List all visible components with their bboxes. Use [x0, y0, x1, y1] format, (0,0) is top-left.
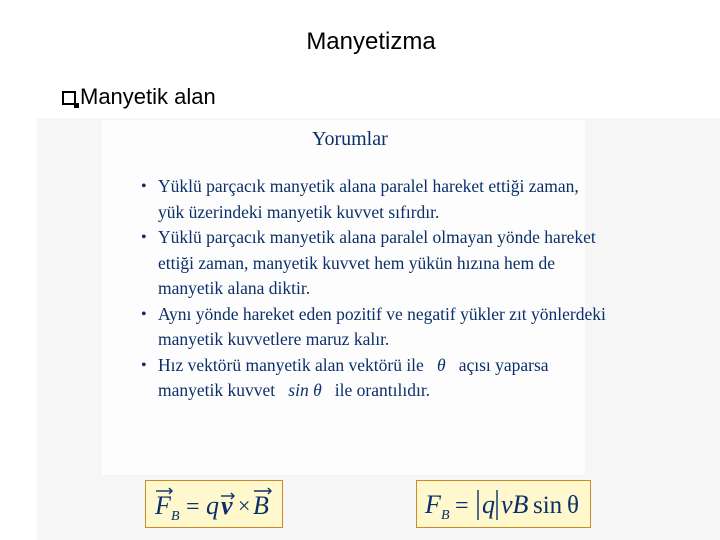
svg-text:B: B: [253, 491, 269, 520]
theta-symbol: θ: [436, 354, 446, 375]
svg-text:sin: sin: [532, 492, 562, 519]
bullet-item: [138, 353, 608, 404]
svg-text:=: =: [454, 493, 469, 519]
svg-text:q: q: [481, 490, 495, 519]
slide-subtitle: [62, 84, 216, 110]
bullet4-part1: Hız vektörü manyetik alan vektörü ile: [158, 354, 424, 375]
formula-force-magnitude-math: [421, 482, 587, 526]
sin-theta-symbol: sin θ: [288, 380, 322, 400]
svg-text:θ: θ: [566, 492, 579, 519]
svg-text:F: F: [424, 490, 441, 519]
slide-title: Manyetizma: [306, 28, 436, 55]
bullet-list: [138, 174, 608, 404]
svg-text:F: F: [155, 491, 171, 520]
bullet4-part3: ile orantılıdır.: [334, 380, 431, 400]
formula-force-magnitude: [416, 480, 591, 528]
svg-text:q: q: [206, 491, 219, 520]
formula-vector-force-math: [150, 482, 278, 526]
bullet-item: • Yüklü parçacık manyetik alana paralel hareket ettiği zaman, yük üzerindeki manyetik kuvvet sıfırdır.: [138, 174, 608, 225]
svg-text:vB: vB: [500, 490, 528, 519]
panel-heading: Yorumlar: [312, 128, 388, 150]
svg-text:B: B: [171, 509, 180, 524]
svg-text:=: =: [186, 494, 200, 520]
bullet-item: • Yüklü parçacık manyetik alana paralel olmayan yönde hareket ettiği zaman, manyetik kuvvet hem yükün hızına hem de manyetik alana diktir.: [138, 225, 608, 302]
bullet4-part2: açısı yaparsa manyetik kuvvet: [158, 354, 549, 400]
subtitle-text: Manyetik alan: [80, 84, 216, 109]
bullet-item: • Aynı yönde hareket eden pozitif ve negatif yükler zıt yönlerdeki manyetik kuvvetlere maruz kalır.: [138, 302, 608, 353]
svg-text:×: ×: [238, 493, 251, 518]
bullet-box-icon: [62, 91, 76, 105]
formula-vector-force: [145, 480, 283, 528]
svg-text:B: B: [440, 508, 450, 523]
svg-text:v: v: [221, 491, 233, 520]
